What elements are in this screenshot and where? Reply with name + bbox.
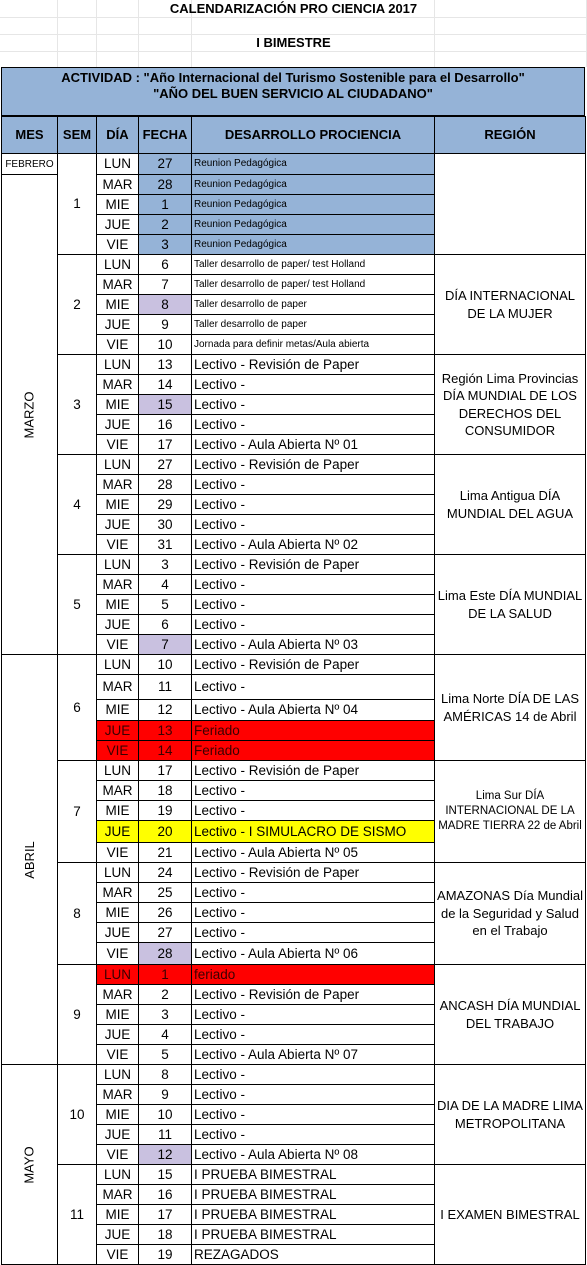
day-name: JUE <box>97 721 139 741</box>
week-number: 8 <box>58 863 97 965</box>
region-cell: DIA DE LA MADRE LIMA METROPOLITANA <box>435 1065 586 1165</box>
region-cell: Lima Este DÍA MUNDIAL DE LA SALUD <box>435 555 586 655</box>
week-number: 4 <box>58 455 97 555</box>
day-row <box>2 1165 586 1185</box>
activity-cell: Lectivo - Aula Abierta Nº 07 <box>192 1045 435 1065</box>
activity-cell: Feriado <box>192 741 435 761</box>
activity-cell: Taller desarrollo de paper <box>192 315 435 335</box>
date-number: 11 <box>139 1125 192 1145</box>
month-cell <box>2 154 58 175</box>
week-number: 10 <box>58 1065 97 1165</box>
activity-cell: Lectivo - Revisión de Paper <box>192 355 435 375</box>
day-name: JUE <box>97 1225 139 1245</box>
day-name: MIE <box>97 295 139 315</box>
day-name: MAR <box>97 1185 139 1205</box>
date-number: 28 <box>139 175 192 195</box>
date-number: 28 <box>139 943 192 965</box>
day-name: VIE <box>97 741 139 761</box>
date-number: 12 <box>139 1145 192 1165</box>
week-number: 6 <box>58 655 97 761</box>
activity-cell: Lectivo - <box>192 475 435 495</box>
activity-cell: Lectivo - <box>192 615 435 635</box>
region-cell: AMAZONAS Día Mundial de la Seguridad y Salud en el Trabajo <box>435 863 586 965</box>
day-row <box>2 1065 586 1085</box>
day-name: MAR <box>97 575 139 595</box>
activity-cell: Taller desarrollo de paper/ test Holland <box>192 275 435 295</box>
day-name: JUE <box>97 315 139 335</box>
date-number: 3 <box>139 555 192 575</box>
week-number: 11 <box>58 1165 97 1265</box>
activity-cell: Lectivo - <box>192 1025 435 1045</box>
activity-cell: I PRUEBA BIMESTRAL <box>192 1165 435 1185</box>
activity-cell: Lectivo - <box>192 395 435 415</box>
week-number: 1 <box>58 154 97 255</box>
activity-cell: Lectivo - I SIMULACRO DE SISMO <box>192 821 435 843</box>
date-number: 18 <box>139 781 192 801</box>
activity-cell: Lectivo - <box>192 595 435 615</box>
activity-cell: Lectivo - <box>192 923 435 943</box>
day-name: JUE <box>97 923 139 943</box>
activity-cell: Feriado <box>192 721 435 741</box>
date-number: 13 <box>139 355 192 375</box>
day-name: LUN <box>97 965 139 985</box>
activity-cell: Lectivo - Aula Abierta Nº 03 <box>192 635 435 655</box>
date-number: 16 <box>139 1185 192 1205</box>
day-name: MIE <box>97 1205 139 1225</box>
activity-banner <box>1 67 585 116</box>
activity-cell: Reunion Pedagógica <box>192 235 435 255</box>
header-row <box>2 117 586 154</box>
activity-cell: Lectivo - <box>192 1105 435 1125</box>
date-number: 31 <box>139 535 192 555</box>
date-number: 7 <box>139 275 192 295</box>
date-number: 8 <box>139 295 192 315</box>
day-name: VIE <box>97 435 139 455</box>
activity-cell: Lectivo - Aula Abierta Nº 08 <box>192 1145 435 1165</box>
day-name: LUN <box>97 255 139 275</box>
date-number: 27 <box>139 455 192 475</box>
month-label: MAYO <box>21 1145 37 1184</box>
activity-line-1: ACTIVIDAD : "Año Internacional del Turismo Sostenible para el Desarrollo" <box>61 70 525 85</box>
date-number: 2 <box>139 215 192 235</box>
page-title: CALENDARIZACIÓN PRO CIENCIA 2017 <box>169 1 418 16</box>
day-row <box>2 555 586 575</box>
region-cell: DÍA INTERNACIONAL DE LA MUJER <box>435 255 586 355</box>
activity-cell: Lectivo - <box>192 1065 435 1085</box>
activity-cell: Reunion Pedagógica <box>192 195 435 215</box>
header-sem: SEM <box>58 117 97 154</box>
day-name: MAR <box>97 883 139 903</box>
day-name: JUE <box>97 615 139 635</box>
activity-cell: Lectivo - Revisión de Paper <box>192 455 435 475</box>
date-number: 3 <box>139 1005 192 1025</box>
header-mes: MES <box>2 117 58 154</box>
date-number: 2 <box>139 985 192 1005</box>
day-name: VIE <box>97 635 139 655</box>
date-number: 14 <box>139 741 192 761</box>
day-name: MAR <box>97 985 139 1005</box>
date-number: 1 <box>139 965 192 985</box>
week-number: 9 <box>58 965 97 1065</box>
date-number: 25 <box>139 883 192 903</box>
activity-cell: Taller desarrollo de paper/ test Holland <box>192 255 435 275</box>
date-number: 10 <box>139 335 192 355</box>
activity-cell: Lectivo - <box>192 515 435 535</box>
day-row <box>2 965 586 985</box>
day-name: MIE <box>97 595 139 615</box>
activity-cell: Lectivo - <box>192 375 435 395</box>
week-number: 3 <box>58 355 97 455</box>
date-number: 14 <box>139 375 192 395</box>
activity-cell: Jornada para definir metas/Aula abierta <box>192 335 435 355</box>
day-name: MAR <box>97 175 139 195</box>
day-name: JUE <box>97 821 139 843</box>
day-name: MIE <box>97 700 139 721</box>
activity-cell: Lectivo - <box>192 1085 435 1105</box>
region-cell: Región Lima Provincias DÍA MUNDIAL DE LOS DERECHOS DEL CONSUMIDOR <box>435 355 586 455</box>
day-name: MIE <box>97 903 139 923</box>
date-number: 4 <box>139 1025 192 1045</box>
date-number: 20 <box>139 821 192 843</box>
activity-cell: Lectivo - <box>192 575 435 595</box>
activity-cell: Lectivo - Revisión de Paper <box>192 863 435 883</box>
date-number: 6 <box>139 255 192 275</box>
activity-cell: I PRUEBA BIMESTRAL <box>192 1185 435 1205</box>
activity-cell: Lectivo - Aula Abierta Nº 05 <box>192 843 435 863</box>
month-label: MARZO <box>21 391 37 438</box>
header-desarrollo: DESARROLLO PROCIENCIA <box>192 117 435 154</box>
activity-line-2: "AÑO DEL BUEN SERVICIO AL CIUDADANO" <box>153 86 433 101</box>
region-cell: ANCASH DÍA MUNDIAL DEL TRABAJO <box>435 965 586 1065</box>
activity-cell: Lectivo - <box>192 415 435 435</box>
activity-cell: Lectivo - Revisión de Paper <box>192 985 435 1005</box>
date-number: 13 <box>139 721 192 741</box>
header-fecha: FECHA <box>139 117 192 154</box>
date-number: 8 <box>139 1065 192 1085</box>
date-number: 18 <box>139 1225 192 1245</box>
week-number: 2 <box>58 255 97 355</box>
date-number: 11 <box>139 675 192 700</box>
region-cell <box>435 154 586 255</box>
day-name: VIE <box>97 235 139 255</box>
date-number: 15 <box>139 1165 192 1185</box>
activity-cell: Lectivo - <box>192 781 435 801</box>
day-name: MAR <box>97 1085 139 1105</box>
day-name: VIE <box>97 535 139 555</box>
day-name: MAR <box>97 275 139 295</box>
day-name: LUN <box>97 655 139 675</box>
date-number: 17 <box>139 1205 192 1225</box>
day-name: MAR <box>97 475 139 495</box>
day-name: MAR <box>97 781 139 801</box>
day-name: MIE <box>97 495 139 515</box>
region-cell: Lima Antigua DÍA MUNDIAL DEL AGUA <box>435 455 586 555</box>
day-name: JUE <box>97 215 139 235</box>
month-cell <box>2 1065 58 1265</box>
date-number: 15 <box>139 395 192 415</box>
day-name: VIE <box>97 843 139 863</box>
activity-cell: Lectivo - <box>192 675 435 700</box>
bimestre-label: I BIMESTRE <box>256 35 331 50</box>
week-number: 5 <box>58 555 97 655</box>
day-name: LUN <box>97 455 139 475</box>
activity-cell: I PRUEBA BIMESTRAL <box>192 1205 435 1225</box>
activity-cell: Lectivo - <box>192 1125 435 1145</box>
activity-cell: Lectivo - <box>192 903 435 923</box>
date-number: 10 <box>139 655 192 675</box>
activity-cell: Lectivo - Aula Abierta Nº 02 <box>192 535 435 555</box>
date-number: 17 <box>139 435 192 455</box>
date-number: 26 <box>139 903 192 923</box>
activity-cell: Lectivo - Aula Abierta Nº 01 <box>192 435 435 455</box>
day-name: VIE <box>97 1045 139 1065</box>
day-name: JUE <box>97 1125 139 1145</box>
date-number: 5 <box>139 1045 192 1065</box>
activity-cell: Reunion Pedagógica <box>192 175 435 195</box>
day-name: MAR <box>97 375 139 395</box>
activity-cell: feriado <box>192 965 435 985</box>
day-name: LUN <box>97 154 139 175</box>
activity-cell: Lectivo - Revisión de Paper <box>192 761 435 781</box>
day-name: LUN <box>97 1065 139 1085</box>
date-number: 6 <box>139 615 192 635</box>
activity-cell: Lectivo - <box>192 883 435 903</box>
day-name: LUN <box>97 1165 139 1185</box>
date-number: 29 <box>139 495 192 515</box>
date-number: 3 <box>139 235 192 255</box>
date-number: 5 <box>139 595 192 615</box>
activity-cell: I PRUEBA BIMESTRAL <box>192 1225 435 1245</box>
date-number: 24 <box>139 863 192 883</box>
day-name: MIE <box>97 395 139 415</box>
day-name: VIE <box>97 335 139 355</box>
date-number: 12 <box>139 700 192 721</box>
date-number: 27 <box>139 154 192 175</box>
activity-cell: Lectivo - <box>192 801 435 821</box>
day-name: MIE <box>97 1105 139 1125</box>
day-name: VIE <box>97 1145 139 1165</box>
activity-cell: Reunion Pedagógica <box>192 215 435 235</box>
day-name: MAR <box>97 675 139 700</box>
day-name: LUN <box>97 355 139 375</box>
region-cell: Lima Sur DÍA INTERNACIONAL DE LA MADRE TIERRA 22 de Abril <box>435 761 586 863</box>
day-name: MIE <box>97 1005 139 1025</box>
date-number: 17 <box>139 761 192 781</box>
activity-cell: Taller desarrollo de paper <box>192 295 435 315</box>
activity-cell: Lectivo - <box>192 495 435 515</box>
date-number: 7 <box>139 635 192 655</box>
month-cell <box>2 655 58 1065</box>
day-row <box>2 455 586 475</box>
date-number: 9 <box>139 1085 192 1105</box>
header-region: REGIÓN <box>435 117 586 154</box>
day-name: VIE <box>97 943 139 965</box>
day-row <box>2 655 586 675</box>
month-label: FEBRERO <box>5 159 54 170</box>
date-number: 1 <box>139 195 192 215</box>
month-label: ABRIL <box>21 840 37 879</box>
date-number: 30 <box>139 515 192 535</box>
header-dia: DÍA <box>97 117 139 154</box>
date-number: 21 <box>139 843 192 863</box>
calendar-table <box>1 116 586 1265</box>
day-name: JUE <box>97 515 139 535</box>
day-row <box>2 255 586 275</box>
activity-cell: Lectivo - Revisión de Paper <box>192 555 435 575</box>
date-number: 10 <box>139 1105 192 1125</box>
date-number: 27 <box>139 923 192 943</box>
day-name: LUN <box>97 761 139 781</box>
region-cell: I EXAMEN BIMESTRAL <box>435 1165 586 1265</box>
date-number: 4 <box>139 575 192 595</box>
activity-cell: REZAGADOS <box>192 1245 435 1265</box>
day-row <box>2 863 586 883</box>
date-number: 16 <box>139 415 192 435</box>
activity-cell: Reunion Pedagógica <box>192 154 435 175</box>
day-name: LUN <box>97 863 139 883</box>
day-name: JUE <box>97 1025 139 1045</box>
activity-cell: Lectivo - Aula Abierta Nº 06 <box>192 943 435 965</box>
day-name: MIE <box>97 801 139 821</box>
month-cell <box>2 175 58 655</box>
date-number: 19 <box>139 1245 192 1265</box>
date-number: 28 <box>139 475 192 495</box>
day-name: VIE <box>97 1245 139 1265</box>
date-number: 9 <box>139 315 192 335</box>
week-number: 7 <box>58 761 97 863</box>
date-number: 19 <box>139 801 192 821</box>
day-name: MIE <box>97 195 139 215</box>
day-row <box>2 355 586 375</box>
activity-cell: Lectivo - Aula Abierta Nº 04 <box>192 700 435 721</box>
activity-cell: Lectivo - <box>192 1005 435 1025</box>
day-row <box>2 761 586 781</box>
region-cell: Lima Norte DÍA DE LAS AMÉRICAS 14 de Abril <box>435 655 586 761</box>
day-name: LUN <box>97 555 139 575</box>
day-name: JUE <box>97 415 139 435</box>
day-row <box>2 154 586 175</box>
activity-cell: Lectivo - Revisión de Paper <box>192 655 435 675</box>
